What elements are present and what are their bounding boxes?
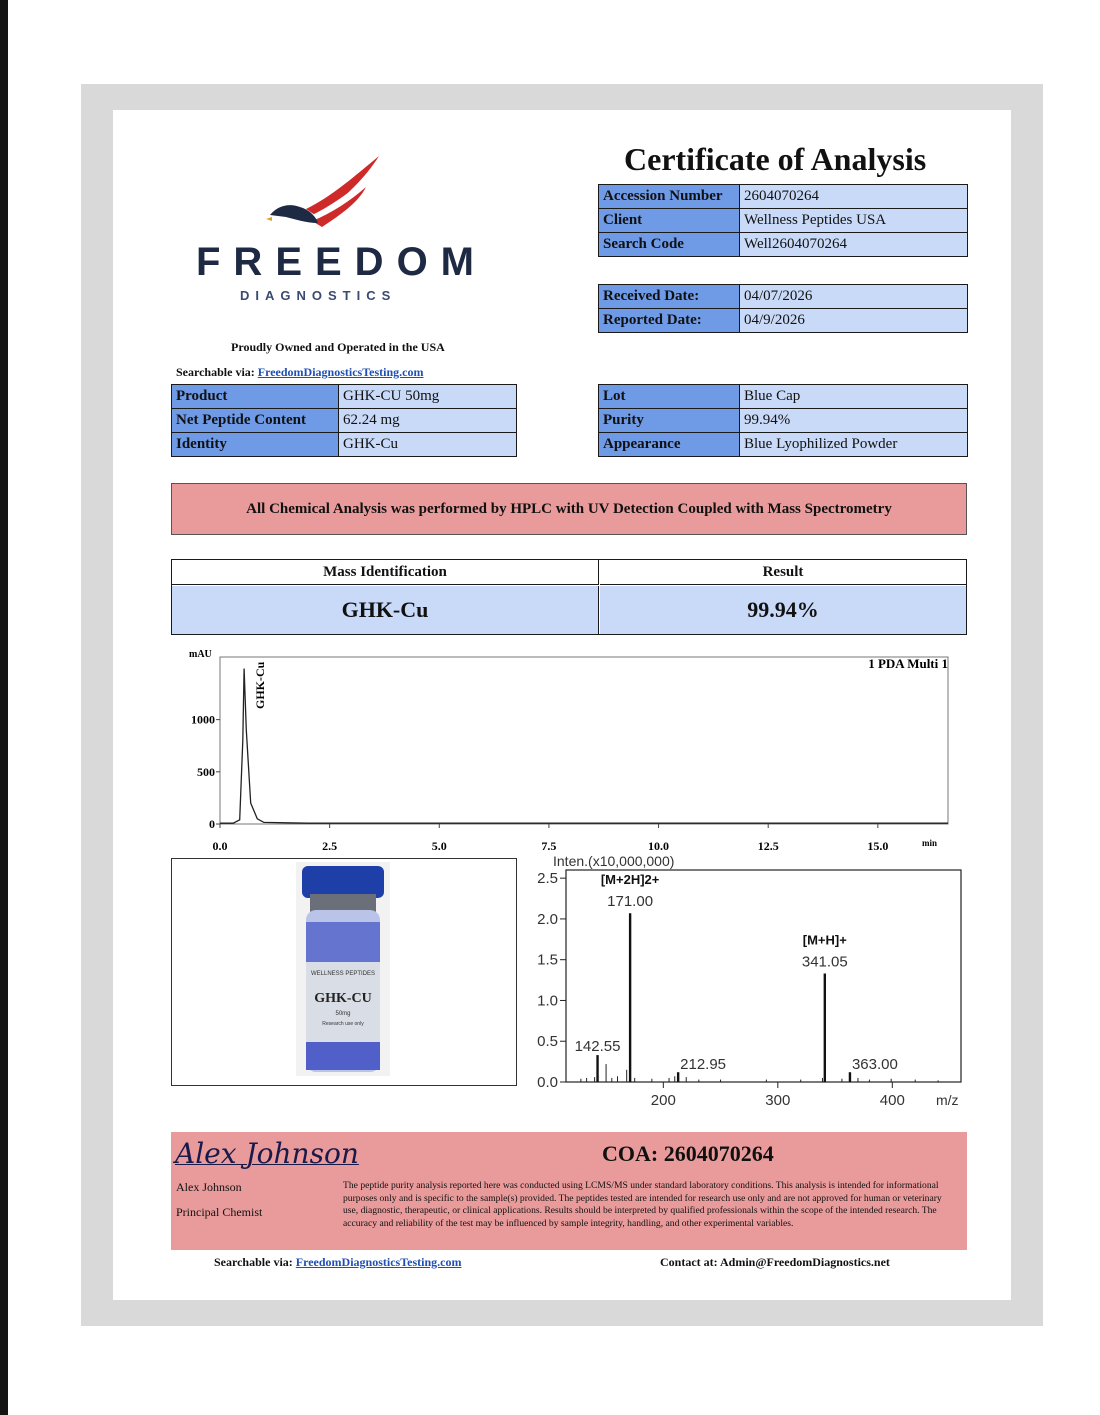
table-row bbox=[599, 233, 968, 257]
table-row bbox=[599, 209, 968, 233]
table-row bbox=[599, 433, 968, 457]
vial-dose: 50mg bbox=[335, 1011, 351, 1017]
result-identity: GHK-Cu bbox=[172, 586, 599, 634]
footer-contact: Contact at: Admin@FreedomDiagnostics.net bbox=[660, 1255, 890, 1269]
y-tick-label: 0 bbox=[209, 817, 215, 831]
y-tick-label: 1.5 bbox=[537, 951, 558, 969]
y-axis-title: Inten.(x10,000,000) bbox=[553, 853, 675, 869]
y-tick-label: 1000 bbox=[191, 712, 215, 727]
ion-annotation: [M+H]+ bbox=[802, 932, 847, 948]
chemist-name: Alex Johnson bbox=[176, 1180, 242, 1194]
table-row bbox=[599, 409, 968, 433]
signature-script: Alex Johnson bbox=[175, 1137, 359, 1170]
vial-brand: WELLNESS PEPTIDES bbox=[310, 971, 376, 977]
hplc-chromatogram bbox=[170, 645, 970, 860]
table-row bbox=[172, 409, 517, 433]
method-banner-text: All Chemical Analysis was performed by HPLC with UV Detection Coupled with Mass Spectrometry bbox=[246, 501, 892, 517]
product-label: Product bbox=[172, 385, 339, 409]
x-tick-label: 400 bbox=[879, 1092, 905, 1109]
legend-label: 1 PDA Multi 1 bbox=[868, 656, 948, 671]
lot-label: Appearance bbox=[599, 433, 740, 457]
peak-mz-label: 142.55 bbox=[574, 1038, 621, 1056]
info-value: 2604070264 bbox=[740, 185, 968, 209]
mass-spectrum-chart bbox=[525, 850, 970, 1112]
date-label: Reported Date: bbox=[599, 309, 740, 333]
result-header-left: Mass Identification bbox=[172, 560, 599, 585]
flag-eagle-logo-icon bbox=[266, 153, 384, 233]
x-tick-label: 15.0 bbox=[867, 839, 889, 853]
product-value: 62.24 mg bbox=[339, 409, 517, 433]
y-axis-unit: mAU bbox=[189, 649, 212, 660]
product-value: GHK-Cu bbox=[339, 433, 517, 457]
chromatogram-trace bbox=[220, 669, 948, 824]
table-row bbox=[599, 285, 968, 309]
searchable-link[interactable]: FreedomDiagnosticsTesting.com bbox=[257, 365, 424, 379]
chemist-role: Principal Chemist bbox=[176, 1205, 263, 1219]
product-value: GHK-CU 50mg bbox=[339, 385, 517, 409]
x-tick-label: 300 bbox=[765, 1092, 791, 1109]
peak-mz-label: 212.95 bbox=[680, 1056, 727, 1074]
x-tick-label: 10.0 bbox=[648, 839, 670, 853]
x-axis-unit: m/z bbox=[936, 1092, 959, 1108]
footer-search-link[interactable]: FreedomDiagnosticsTesting.com bbox=[295, 1255, 462, 1269]
lot-value: Blue Cap bbox=[740, 385, 968, 409]
brand-subtitle: DIAGNOSTICS bbox=[240, 288, 397, 303]
date-value: 04/07/2026 bbox=[740, 285, 968, 309]
info-label: Accession Number bbox=[599, 185, 740, 209]
brand-name: FREEDOM bbox=[196, 240, 487, 284]
y-tick-label: 2.0 bbox=[537, 910, 558, 928]
info-value: Well2604070264 bbox=[740, 233, 968, 257]
vial-name: GHK-CU bbox=[314, 991, 372, 1006]
info-label: Client bbox=[599, 209, 740, 233]
y-tick-label: 0.5 bbox=[537, 1033, 558, 1051]
lot-label: Lot bbox=[599, 385, 740, 409]
plot-frame bbox=[220, 657, 948, 824]
x-tick-label: 0.0 bbox=[212, 839, 228, 853]
disclaimer-text: The peptide purity analysis reported here was conducted using LCMS/MS under standard laboratory conditions. This analysis is intended for informational purposes only and is specific to the sample(s) provided. The peptides tested are intended for research use only and are not approved for human or veterinary use, diagnostic, therapeutic, or clinical applications. Results should be interpreted by qualified professionals within the scope of the intended research. The accuracy and reliability of the test may be influenced by sample integrity, handling, and other experimental variables. bbox=[343, 1180, 942, 1229]
peak-name-label: GHK-Cu bbox=[253, 661, 267, 709]
x-axis-unit: min bbox=[922, 838, 938, 848]
tagline: Proudly Owned and Operated in the USA bbox=[231, 340, 445, 354]
left-edge-bar bbox=[0, 0, 8, 1415]
x-tick-label: 2.5 bbox=[322, 839, 338, 853]
peak-mz-label: 341.05 bbox=[801, 953, 848, 971]
table-row bbox=[172, 385, 517, 409]
footer-searchable bbox=[214, 1255, 461, 1270]
vial-note: Research use only bbox=[322, 1021, 364, 1027]
lot-label: Purity bbox=[599, 409, 740, 433]
ion-annotation: [M+2H]2+ bbox=[600, 872, 660, 888]
result-purity: 99.94% bbox=[600, 586, 966, 634]
info-label: Search Code bbox=[599, 233, 740, 257]
vial-photo bbox=[296, 862, 390, 1076]
lot-value: 99.94% bbox=[740, 409, 968, 433]
coa-number: COA: 2604070264 bbox=[602, 1141, 774, 1166]
y-tick-label: 500 bbox=[197, 764, 215, 779]
footer-search-prefix: Searchable via: bbox=[214, 1255, 293, 1269]
product-table bbox=[171, 384, 517, 457]
peak-mz-label: 363.00 bbox=[851, 1056, 898, 1074]
method-banner bbox=[171, 483, 967, 535]
result-table bbox=[171, 559, 967, 635]
accession-info-table bbox=[598, 184, 968, 257]
info-value: Wellness Peptides USA bbox=[740, 209, 968, 233]
searchable-via bbox=[176, 365, 423, 380]
lot-value: Blue Lyophilized Powder bbox=[740, 433, 968, 457]
x-tick-label: 5.0 bbox=[431, 839, 447, 853]
table-row bbox=[599, 185, 968, 209]
x-tick-label: 7.5 bbox=[541, 839, 557, 853]
y-tick-label: 0.0 bbox=[537, 1074, 558, 1091]
table-row bbox=[599, 385, 968, 409]
dates-table bbox=[598, 284, 968, 333]
document-title: Certificate of Analysis bbox=[624, 141, 927, 177]
x-tick-label: 12.5 bbox=[757, 839, 779, 853]
date-value: 04/9/2026 bbox=[740, 309, 968, 333]
y-tick-label: 2.5 bbox=[537, 870, 558, 888]
product-label: Net Peptide Content bbox=[172, 409, 339, 433]
peak-mz-label: 171.00 bbox=[607, 893, 654, 911]
product-label: Identity bbox=[172, 433, 339, 457]
date-label: Received Date: bbox=[599, 285, 740, 309]
table-row bbox=[172, 433, 517, 457]
result-header-right: Result bbox=[600, 560, 966, 585]
lot-table bbox=[598, 384, 968, 457]
x-tick-label: 200 bbox=[650, 1092, 676, 1109]
searchable-prefix: Searchable via: bbox=[176, 365, 255, 379]
y-tick-label: 1.0 bbox=[537, 992, 558, 1010]
table-row bbox=[599, 309, 968, 333]
